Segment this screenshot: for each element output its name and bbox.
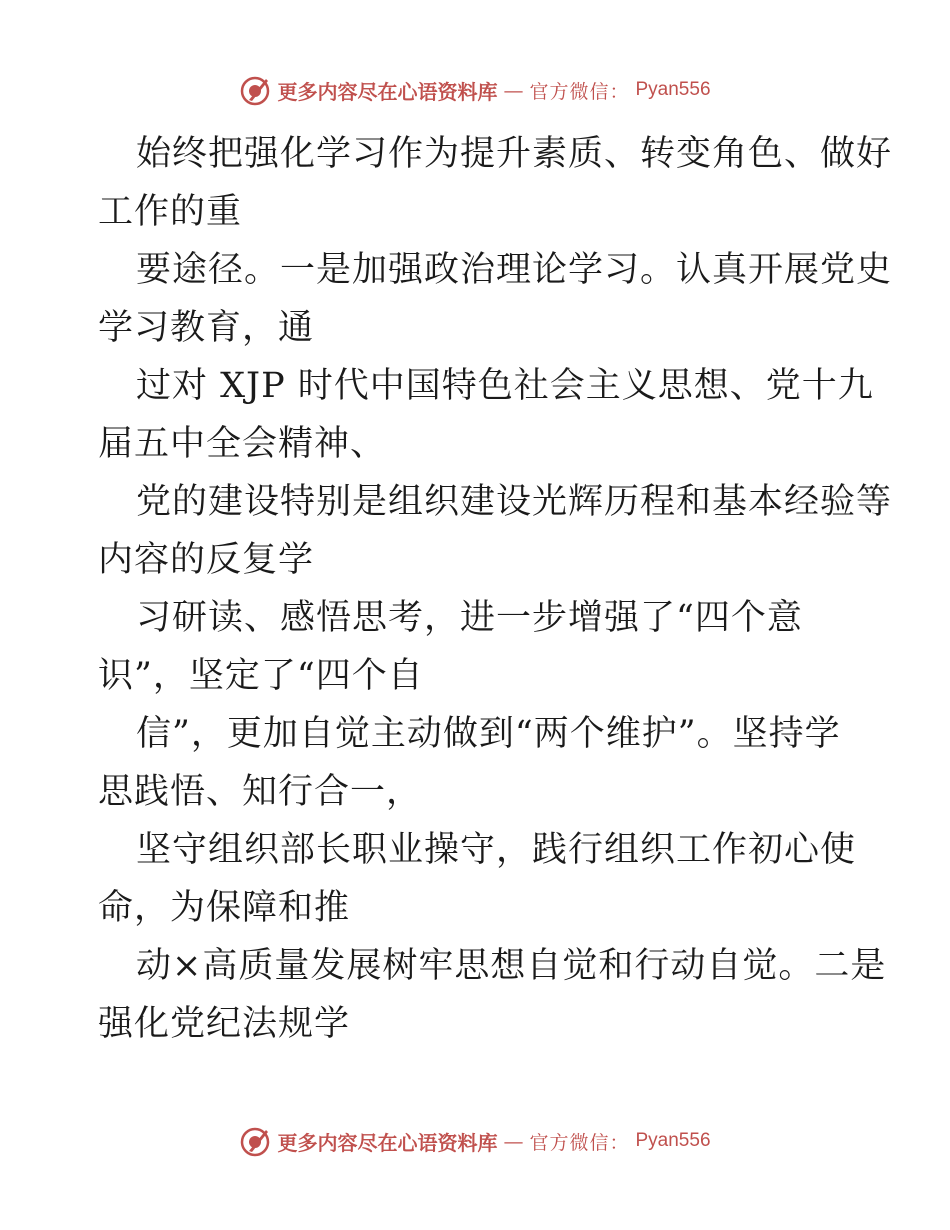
watermark-wechat-id: Pyan556 [635, 79, 711, 100]
header-watermark [0, 70, 950, 110]
text-line: 过对 XJP 时代中国特色社会主义思想、党十九 [136, 366, 874, 406]
text-line: 始终把强化学习作为提升素质、转变角色、做好 [136, 134, 893, 174]
document-body [98, 125, 893, 1053]
quill-seal-icon [239, 1125, 271, 1157]
text-line: 识”，坚定了“四个自 [98, 656, 424, 696]
text-line: 动×高质量发展树牢思想自觉和行动自觉。二是 [136, 946, 887, 986]
watermark-wechat-label: 官方微信： [529, 1131, 630, 1154]
text-line: 命，为保障和推 [98, 888, 351, 928]
watermark-name: 更多内容尽在心语资料库 [277, 79, 498, 104]
text-line: 届五中全会精神、 [98, 424, 387, 464]
text-line: 内容的反复学 [98, 540, 315, 580]
watermark-separator: — [503, 1129, 524, 1153]
text-line: 坚守组织部长职业操守，践行组织工作初心使 [136, 830, 857, 870]
text-line: 强化党纪法规学 [98, 1004, 351, 1044]
watermark-separator: — [503, 78, 524, 102]
watermark-name: 更多内容尽在心语资料库 [277, 1130, 498, 1155]
quill-seal-icon [239, 74, 271, 106]
footer-watermark [0, 1121, 950, 1161]
text-line: 习研读、感悟思考，进一步增强了“四个意 [136, 598, 803, 638]
text-line: 思践悟、知行合一， [98, 772, 423, 812]
watermark-wechat-label: 官方微信： [529, 80, 630, 103]
text-line: 要途径。一是加强政治理论学习。认真开展党史 [136, 250, 893, 290]
text-line: 信”，更加自觉主动做到“两个维护”。坚持学 [136, 714, 841, 754]
text-line: 党的建设特别是组织建设光辉历程和基本经验等 [136, 482, 893, 522]
watermark-wechat-id: Pyan556 [635, 1130, 711, 1151]
text-line: 学习教育，通 [98, 308, 315, 348]
text-line: 工作的重 [98, 192, 243, 232]
